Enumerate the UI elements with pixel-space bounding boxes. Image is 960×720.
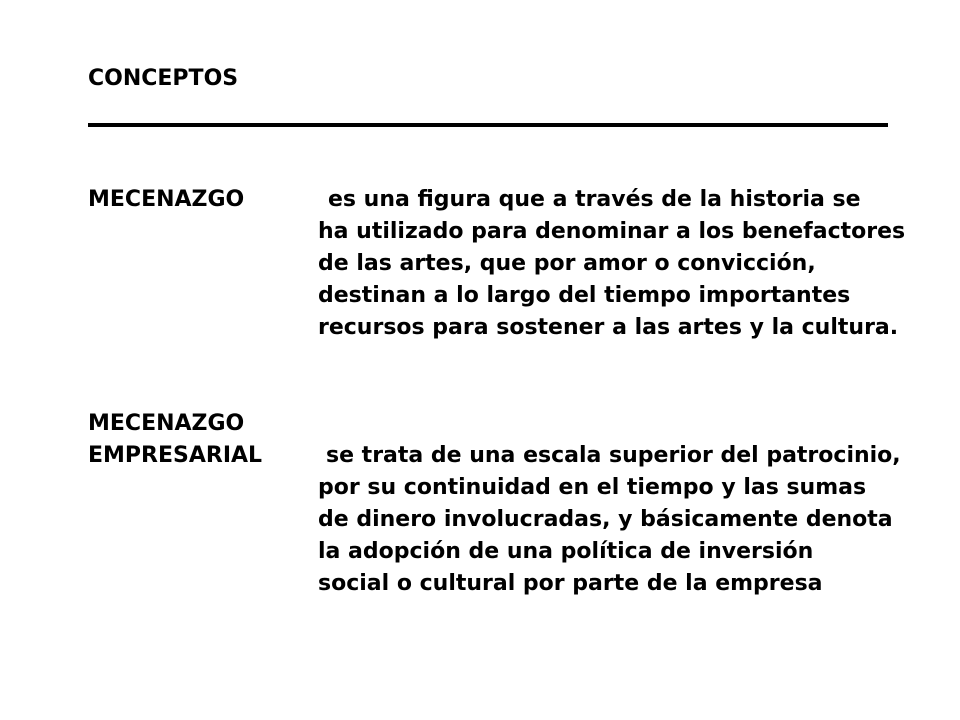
definition-line: la adopción de una política de inversión [318, 539, 814, 564]
term-line: MECENAZGO [88, 411, 245, 436]
definition-line: por su continuidad en el tiempo y las sumas [318, 475, 867, 500]
definition-line: se trata de una escala superior del patrocinio, [326, 443, 901, 468]
concept-definition [318, 440, 901, 600]
concept-definition [318, 184, 906, 344]
page-title: CONCEPTOS [88, 66, 239, 91]
concept-term [88, 408, 262, 472]
definition-line: es una figura que a través de la historia se [328, 187, 861, 212]
title-divider [88, 123, 888, 127]
concept-term [88, 184, 244, 216]
definition-line: recursos para sostener a las artes y la cultura. [318, 315, 899, 340]
definition-line: destinan a lo largo del tiempo importantes [318, 283, 851, 308]
term-line: EMPRESARIAL [88, 443, 263, 468]
definition-line: social o cultural por parte de la empresa [318, 571, 823, 596]
definition-line: ha utilizado para denominar a los benefactores [318, 219, 906, 244]
definition-line: de las artes, que por amor o convicción, [318, 251, 816, 276]
definition-line: de dinero involucradas, y básicamente denota [318, 507, 893, 532]
term-line: MECENAZGO [88, 187, 245, 212]
